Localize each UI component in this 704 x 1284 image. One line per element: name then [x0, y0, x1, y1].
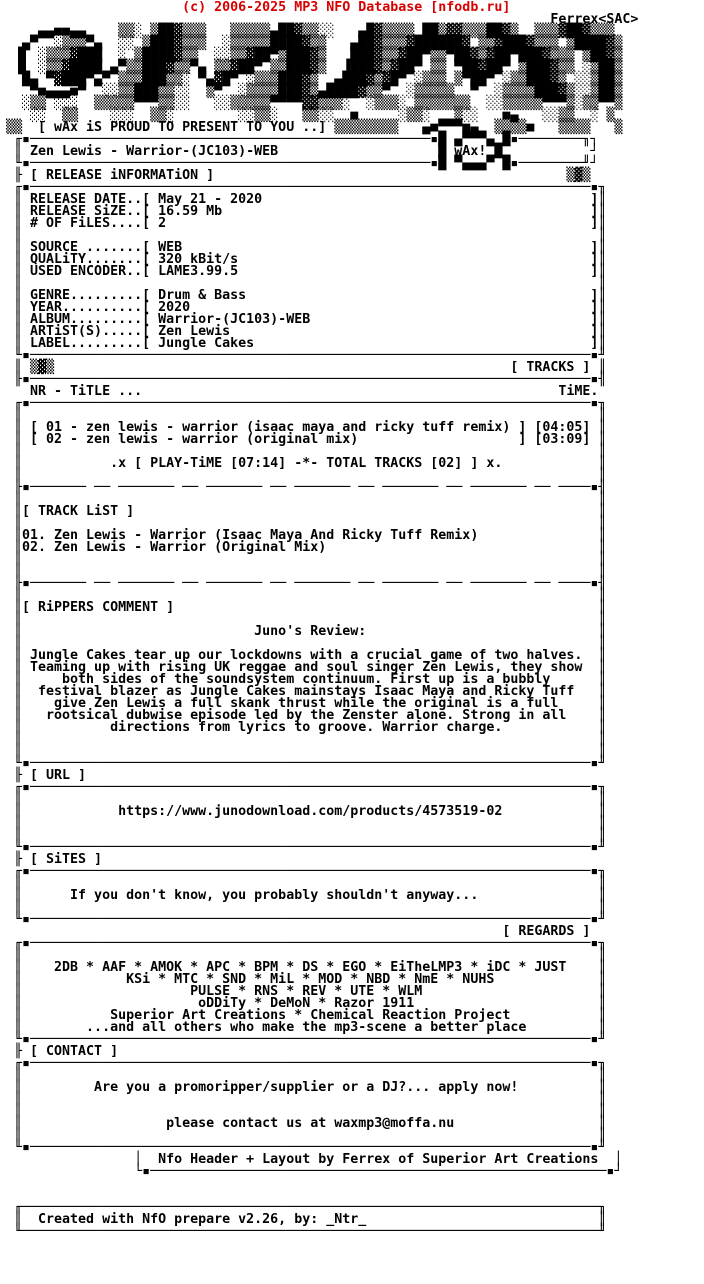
section-url: ╟ [ URL ]	[6, 768, 87, 783]
layout-credit: │ Nfo Header + Layout by Ferrex of Superior Art Creations │	[6, 1152, 623, 1167]
nfo-line: ║ ║	[6, 948, 607, 963]
nfo-line: ║ ║	[6, 408, 607, 423]
ascii-logo-row: ▄▄■■▄▄ ▒▒░ ▒██▓▒▒▒ ▒▒▒▒▒▄██▓▒▒░░ ▄█▓▒▒▒▒ ██▒▓▓▒▒▒██▓▒ ▒▒▒▓██▓▒▒▒	[6, 24, 615, 39]
nfo-line: ║ ║	[6, 744, 607, 759]
nfo-line: ║ ║	[6, 732, 607, 747]
nfo-line: ╓▪──────────────────────────────────────────────────────────────────────▪╖	[6, 180, 607, 195]
nfo-line: ╙▪──────────────────────────────────────────────────────────────────────▪╜	[6, 756, 607, 771]
artist-field: ║ ARTiST(S).....[ Zen Lewis ]║	[6, 324, 607, 339]
nfo-line: ║ ║	[6, 468, 607, 483]
section-release-information: ╟ [ RELEASE iNFORMATiON ] ▒▓▒	[6, 168, 591, 183]
playtime-summary: ║ .x [ PLAY-TiME [07:14] -*- TOTAL TRACKS [02] ] x. ║	[6, 456, 607, 471]
nfo-line: ╟▪──────────────────────────────────────────────────────────────────────▪╢	[6, 372, 607, 387]
nfo-line: └▪─────────────────────────────────────────────────────────▪┘	[6, 1164, 623, 1179]
ascii-logo-row: ▐▌ ░▒▒▒▓███ ░ ▒████▓▒▒ ░░▒▒▓██▀▒███▓▒ ███▓▒▒▓██▀▒▒▀██▓▒▓██▀███▓▒▒▒ ▒██▓▒	[6, 48, 623, 63]
nfo-line: ║ ║	[6, 816, 607, 831]
release-title: ║ Zen Lewis - Warrior-(JC103)-WEB █ wAx! █ ┘	[6, 144, 599, 159]
section-rippers-comment: ║[ RiPPERS COMMENT ] ║	[6, 600, 607, 615]
sites-note: ║ If you don't know, you probably shouldn't anyway... ║	[6, 888, 607, 903]
review-heading: ║ Juno's Review: ║	[6, 624, 607, 639]
nfo-line	[6, 1178, 704, 1190]
nfo-line: ╙▪──────────────────────────────────────────────────────────────────────▪╜	[6, 1032, 607, 1047]
nfo-line: ╙▪──────────────────────────────────────────────────────────────────────▪╜	[6, 1140, 607, 1155]
title-box-border: ╓▪──────────────────────────────────────────────────▪█ ▄▀▀▀▄ █▪────────╖┐	[6, 132, 599, 147]
nfo-line: ╙────────────────────────────────────────────────────────────────────────╜	[6, 1224, 607, 1239]
review-line: ║ both sides of the soundsystem continuum. First up is a bubbly ║	[6, 672, 607, 687]
section-contact: ╟ [ CONTACT ]	[6, 1044, 119, 1059]
nfo-line: ╟▪─────── ── ─────── ── ─────── ── ─────── ── ─────── ── ─────── ── ────▪╢	[6, 480, 607, 495]
regards-line: ║ ...and all others who make the mp3-scene a better place ║	[6, 1020, 607, 1035]
track-list-item: ║02. Zen Lewis - Warrior (Original Mix) ║	[6, 540, 607, 555]
nfo-line: ╓▪──────────────────────────────────────────────────────────────────────▪╖	[6, 936, 607, 951]
ascii-logo-row: █▄ ▀▓███▀▄▀ ▒▒▒███▒▒░ ▀▄▓█▀ ░▒▒▒███▓▒ ▄███▓▒▓█▀ ░▒▒▒ ▒▀██▀ ░▒▒███▓▒ ░░▒██▒	[6, 72, 623, 87]
nfo-line: ╙▪──────────────────────────────────────────────────────────────────────▪╜	[6, 348, 607, 363]
regards-line: ║ PULSE * RNS * REV * UTE * WLM ║	[6, 984, 607, 999]
review-line: ║ festival blazer as Jungle Cakes mainstays Isaac Maya and Ricky Tuff ║	[6, 684, 607, 699]
release-url: ║ https://www.junodownload.com/products/4573519-02 ║	[6, 804, 607, 819]
nfo-line: ║ ║	[6, 444, 607, 459]
year-field: ║ YEAR..........[ 2020 ]║	[6, 300, 607, 315]
nfo-line: ╙▪──────────────────────────────────────────────────────────────────────▪╜	[6, 912, 607, 927]
title-box-border: ╙▪──────────────────────────────────────────────────▪█ ▀▄▄▄▀ █▪────────╜┘	[6, 156, 599, 171]
nfo-line: ║ ║	[6, 828, 607, 843]
nfodb-banner: (c) 2006-2025 MP3 NFO Database [nfodb.ru]	[6, 0, 511, 15]
review-line: ║ Teaming up with rising UK reggae and soul singer Zen Lewis, they show ║	[6, 660, 607, 675]
regards-line: ║ Superior Art Creations * Chemical Reaction Project ║	[6, 1008, 607, 1023]
label-field: ║ LABEL.........[ Jungle Cakes ]║	[6, 336, 607, 351]
review-line: ║ directions from lyrics to groove. Warrior charge. ║	[6, 720, 607, 735]
nfo-line: ╓▪──────────────────────────────────────────────────────────────────────▪╖	[6, 864, 607, 879]
apply-line: ║ Are you a promoripper/supplier or a DJ?... apply now! ║	[6, 1080, 607, 1095]
num-files-field: ║ # OF FiLES....[ 2 ]║	[6, 216, 607, 231]
nfo-line: ║ ║	[6, 564, 607, 579]
section-sites: ╟ [ SiTES ]	[6, 852, 103, 867]
nfo-line: ║ ║	[6, 612, 607, 627]
nfo-line: ║ ║	[6, 792, 607, 807]
nfo-line: ║ ║	[6, 276, 607, 291]
track-list-item: ║01. Zen Lewis - Warrior (Isaac Maya And Ricky Tuff Remix) ║	[6, 528, 607, 543]
ascii-logo-row: ░▒▒ ░░░ ▒▒▒▒▒▀▀▀▒▒░░ ░░▒▒▒▒▒▀▀▀▀▓▓▒▒▒░ ░▒▒▒░ ▒▒▒▒▒▒▒ ░░▒▒▒▒▒▀▀▀▒░▒▒▀▀▒	[6, 96, 623, 111]
contact-email-line: ║ please contact us at waxmp3@moffa.nu ║	[6, 1116, 607, 1131]
nfo-line: ╟▪─────── ── ─────── ── ─────── ── ─────── ── ─────── ── ─────── ── ────▪╢	[6, 576, 607, 591]
presents-line: ▒▒ [ wAx iS PROUD TO PRESENT TO YOU ..] ▒▒▒▒▒▒▒▒ ▄■▀▀▀■▄ ▒▒▒▒■ ▒▒▒▒ ▒	[6, 120, 623, 135]
nfo-line: ╓▪──────────────────────────────────────────────────────────────────────▪╖	[6, 1056, 607, 1071]
section-regards: [ REGARDS ]	[6, 924, 591, 939]
ascii-logo-row: ▄▀ ░▒▒▒▀▄ ░░ ▒███▓▒▒▒ ░▒▒▒▒▒████▓▒▒ ▄██▓▒▒▒▓██████▓ ▒▒▓███▓▒▒▒ ▒████▓▒	[6, 36, 623, 51]
encoder-field: ║ USED ENCODER..[ LAME3.99.5 ]║	[6, 264, 607, 279]
nfo-line: ║ ║	[6, 552, 607, 567]
genre-field: ║ GENRE.........[ Drum & Bass ]║	[6, 288, 607, 303]
nfo-line: ║ ║	[6, 876, 607, 891]
ascii-logo-row: ▐▌ ░▒▒▓████ ▄▀▒▒███▓▒▒▀▄ ▒▒▓██▀ ▒▒███▓▒ ▐███▓▒▓██▀ ▒▒ ▀██▓██▀ ▒███▓▒▒ ░▒██▒	[6, 60, 623, 75]
nfo-line: ╓────────────────────────────────────────────────────────────────────────╖	[6, 1200, 607, 1215]
regards-line: ║ KSi * MTC * SND * MiL * MOD * NBD * NmE * NUHS ║	[6, 972, 607, 987]
nfo-text	[6, 2, 704, 1238]
review-line: ║ give Zen Lewis a full skank thrust while the original is a full ║	[6, 696, 607, 711]
release-date-field: ║ RELEASE DATE..[ May 21 - 2020 ]║	[6, 192, 607, 207]
tracks-column-headers: NR - TiTLE ... TiME.	[6, 384, 599, 399]
review-line: ║ Jungle Cakes tear up our lockdowns with a crucial game of two halves. ║	[6, 648, 607, 663]
nfo-line: ║ ║	[6, 492, 607, 507]
ferrex-credit: Ferrex<SAC>	[6, 12, 639, 27]
track-row: ║ [ 02 - zen lewis - warrior (original mix) ] [03:09] ║	[6, 432, 607, 447]
ascii-logo-row: ░░ ▒▒ ░░░ ▒▒░ ░░▒▒░ ▒▒░░ ■ ░▒▒░ ▒░░ ■▄ ░░▒▒ ░ ▒	[6, 108, 615, 123]
section-track-list: ║[ TRACK LiST ] ║	[6, 504, 607, 519]
release-size-field: ║ RELEASE SiZE..[ 16.59 Mb ]║	[6, 204, 607, 219]
nfo-line: ║ ║	[6, 636, 607, 651]
nfo-line: ║ ║	[6, 228, 607, 243]
nfo-line: ╙▪──────────────────────────────────────────────────────────────────────▪╜	[6, 840, 607, 855]
quality-field: ║ QUALiTY.......[ 320 kBit/s ]║	[6, 252, 607, 267]
nfo-line: ╓▪──────────────────────────────────────────────────────────────────────▪╖	[6, 396, 607, 411]
nfo-line: ║ ║	[6, 1128, 607, 1143]
nfo-line: ║ ║	[6, 1104, 607, 1119]
nfo-line: ║ ║	[6, 588, 607, 603]
regards-line: ║ 2DB * AAF * AMOK * APC * BPM * DS * EGO * EiTheLMP3 * iDC * JUST ║	[6, 960, 607, 975]
nfo-line: ║ ║	[6, 900, 607, 915]
nfo-line: ╓▪──────────────────────────────────────────────────────────────────────▪╖	[6, 780, 607, 795]
review-line: ║ rootsical dubwise episode led by the Zenster alone. Strong in all ║	[6, 708, 607, 723]
nfo-line: ║ ║	[6, 1092, 607, 1107]
created-with-line: ║ Created with NfO prepare v2.26, by: _Ntr_ ║	[6, 1212, 607, 1227]
album-field: ║ ALBUM.........[ Warrior-(JC103)-WEB ]║	[6, 312, 607, 327]
regards-line: ║ oDDiTy * DeMoN * Razor 1911 ║	[6, 996, 607, 1011]
ascii-logo-row: ▀■▄▄▄■▀ ░░▒▒███▒▒░░ ▒▀ ░▒▒▒▒███▓▒▄████▓▒▒▀ ░▒▒▒▒▒ ▀ ░▒▒▒▒███▓▒░░▒██▒	[6, 84, 623, 99]
track-row: ║ [ 01 - zen lewis - warrior (isaac maya and ricky tuff remix) ] [04:05] ║	[6, 420, 607, 435]
source-field: ║ SOURCE .......[ WEB ]║	[6, 240, 607, 255]
nfo-line: ║ ║	[6, 1068, 607, 1083]
nfo-line: ║ ║	[6, 516, 607, 531]
section-tracks: ║ ▒▓▒ [ TRACKS ] ║	[6, 360, 607, 375]
